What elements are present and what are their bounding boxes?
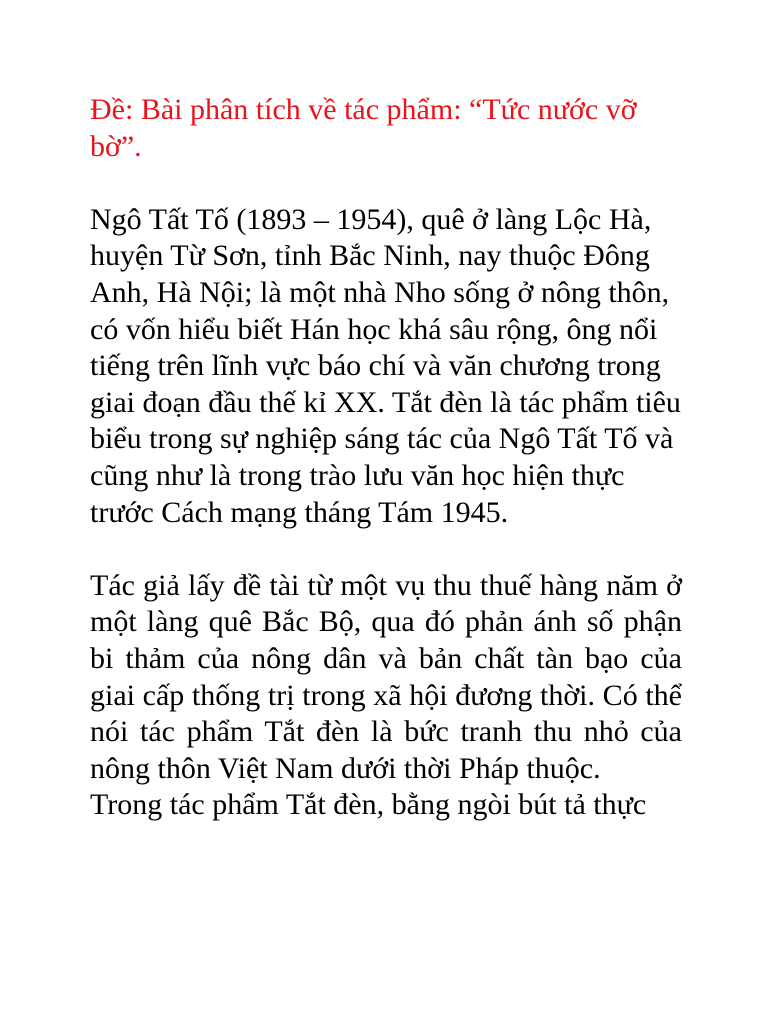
document-page: [90, 92, 682, 824]
document-title: Đề: Bài phân tích về tác phẩm: “Tức nước vỡ bờ”.: [90, 93, 637, 163]
paragraph-continuation: Trong tác phẩm Tắt đèn, bằng ngòi bút tả thực: [90, 788, 647, 822]
paragraph-theme: Tác giả lấy đề tài từ một vụ thu thuế hàng năm ở một làng quê Bắc Bộ, qua đó phản ánh số phận bi thảm của nông dân và bản chất tàn bạo của giai cấp thống trị trong xã hội đương thời. Có thể nói tác phẩm Tắt đèn là bức tranh thu nhỏ của nông thôn Việt Nam dưới thời Pháp thuộc.: [90, 568, 682, 785]
paragraph-author-intro: Ngô Tất Tố (1893 – 1954), quê ở làng Lộc Hà, huyện Từ Sơn, tỉnh Bắc Ninh, nay thuộc Đông Anh, Hà Nội; là một nhà Nho sống ở nông thôn, có vốn hiểu biết Hán học khá sâu rộng, ông nổi tiếng trên lĩnh vực báo chí và văn chương trong giai đoạn đầu thế kỉ XX. Tắt đèn là tác phẩm tiêu biểu trong sự nghiệp sáng tác của Ngô Tất Tố và cũng như là trong trào lưu văn học hiện thực trước Cách mạng tháng Tám 1945.: [90, 202, 681, 529]
